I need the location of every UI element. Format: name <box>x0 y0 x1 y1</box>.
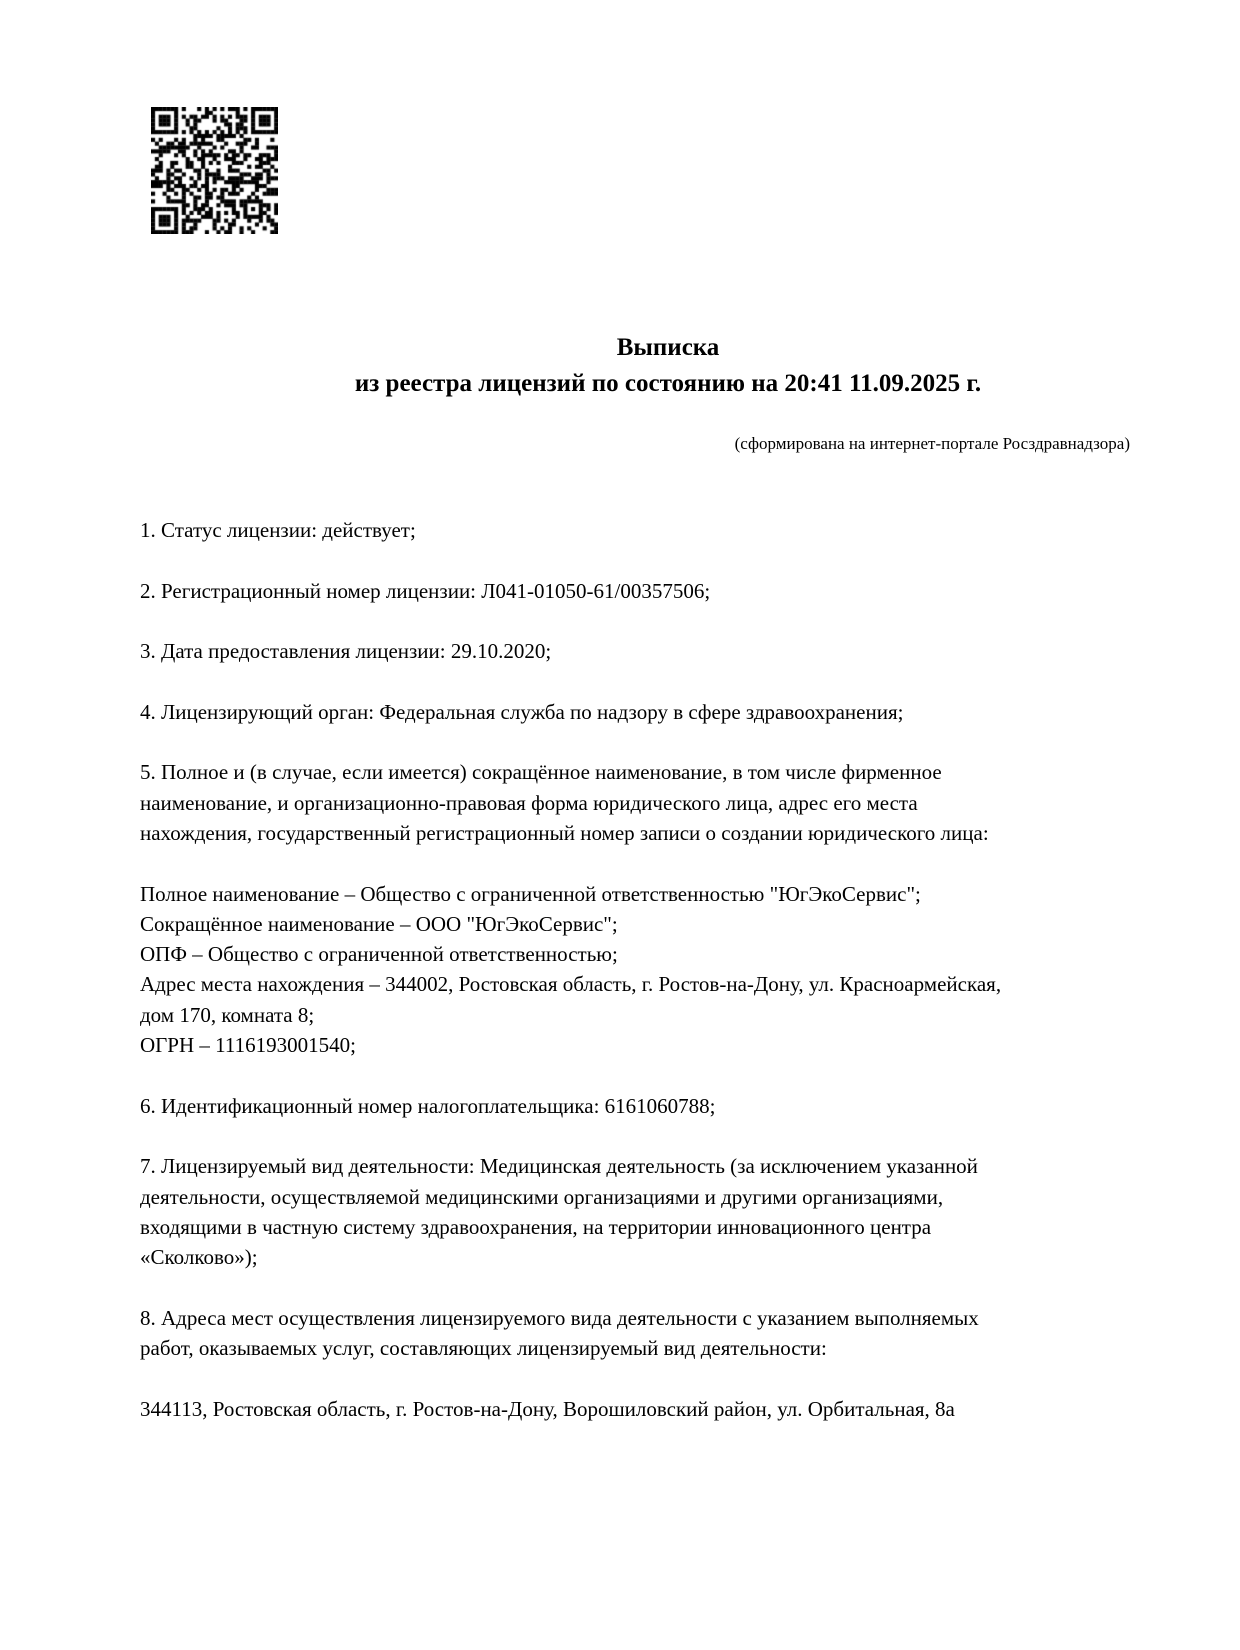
paragraph <box>140 515 1150 545</box>
paragraph-line: Сокращённое наименование – ООО "ЮгЭкоСервис"; <box>140 911 618 936</box>
qr-code-icon <box>151 107 278 234</box>
paragraph <box>140 757 1150 848</box>
paragraph-line: наименование, и организационно-правовая форма юридического лица, адрес его места <box>140 790 918 815</box>
paragraph-line: 6. Идентификационный номер налогоплательщика: 6161060788; <box>140 1093 716 1118</box>
paragraph-line: 2. Регистрационный номер лицензии: Л041-01050-61/00357506; <box>140 578 711 603</box>
paragraph-line: 4. Лицензирующий орган: Федеральная служба по надзору в сфере здравоохранения; <box>140 699 904 724</box>
paragraph-line: деятельности, осуществляемой медицинскими организациями и другими организациями, <box>140 1184 944 1209</box>
paragraph <box>140 697 1150 727</box>
document-subtitle: (сформирована на интернет-портале Росздравнадзора) <box>734 434 1130 453</box>
paragraph <box>140 1091 1150 1121</box>
paragraph-line: «Сколково»); <box>140 1245 258 1270</box>
document-body <box>140 515 1150 1454</box>
document-title <box>140 330 1196 402</box>
paragraph-line: ОПФ – Общество с ограниченной ответственностью; <box>140 942 618 967</box>
title-line-2: из реестра лицензий по состоянию на 20:41 11.09.2025 г. <box>354 370 982 397</box>
paragraph-line: 8. Адреса мест осуществления лицензируемого вида деятельности с указанием выполняемых <box>140 1305 979 1330</box>
paragraph-line: нахождения, государственный регистрационный номер записи о создании юридического лица: <box>140 820 989 845</box>
paragraph <box>140 1394 1150 1424</box>
paragraph-line: 344113, Ростовская область, г. Ростов-на-Дону, Ворошиловский район, ул. Орбитальная, 8а <box>140 1396 955 1421</box>
paragraph-line: входящими в частную систему здравоохранения, на территории инновационного центра <box>140 1214 932 1239</box>
paragraph-line: 1. Статус лицензии: действует; <box>140 518 416 542</box>
paragraph-line: 7. Лицензируемый вид деятельности: Медицинская деятельность (за исключением указанной <box>140 1154 978 1179</box>
paragraph-line: 5. Полное и (в случае, если имеется) сокращённое наименование, в том числе фирменное <box>140 760 942 785</box>
paragraph-line: Адрес места нахождения – 344002, Ростовская область, г. Ростов-на-Дону, ул. Красноармейская, <box>140 972 1002 997</box>
paragraph-line: дом 170, комната 8; <box>140 1002 315 1027</box>
paragraph <box>140 576 1150 606</box>
paragraph <box>140 1151 1150 1272</box>
paragraph-line: ОГРН – 1116193001540; <box>140 1033 356 1058</box>
paragraph <box>140 1303 1150 1364</box>
paragraph-line: работ, оказываемых услуг, составляющих лицензируемый вид деятельности: <box>140 1336 827 1361</box>
title-line-1: Выписка <box>616 334 720 361</box>
paragraph <box>140 636 1150 666</box>
paragraph-line: Полное наименование – Общество с ограниченной ответственностью "ЮгЭкоСервис"; <box>140 881 921 906</box>
paragraph-line: 3. Дата предоставления лицензии: 29.10.2020; <box>140 639 552 664</box>
paragraph <box>140 879 1150 1061</box>
